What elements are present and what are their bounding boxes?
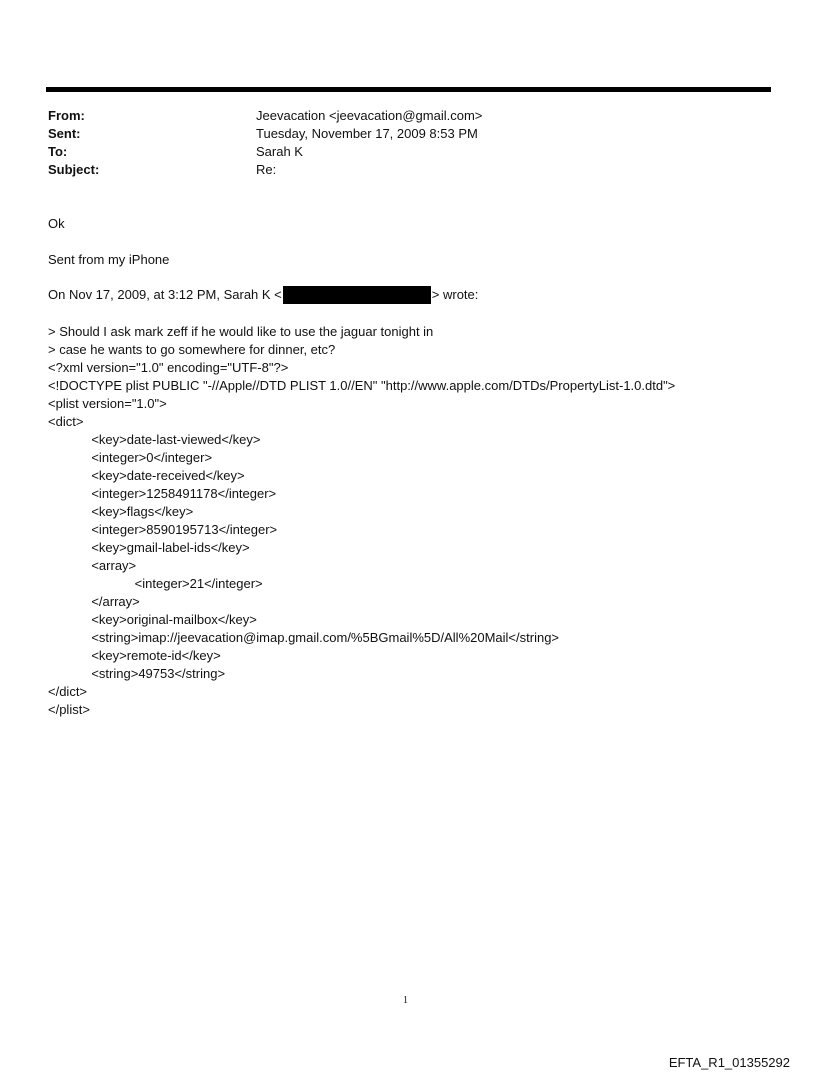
body-line: > Should I ask mark zeff if he would like to use the jaguar tonight in: [48, 324, 434, 339]
body-line: <key>date-received</key>: [48, 468, 245, 483]
body-line: <array>: [48, 558, 137, 573]
from-label: From:: [48, 108, 85, 123]
sent-label: Sent:: [48, 126, 81, 141]
body-line: <key>remote-id</key>: [48, 648, 221, 663]
to-value: Sarah K: [256, 144, 303, 159]
body-line: <integer>0</integer>: [48, 450, 213, 465]
signature-text: Sent from my iPhone: [48, 252, 170, 267]
page-number: 1: [403, 995, 408, 1006]
subject-value: Re:: [256, 162, 277, 177]
body-line: <string>imap://jeevacation@imap.gmail.com/%5BGmail%5D/All%20Mail</string>: [48, 630, 560, 645]
body-line: <integer>8590195713</integer>: [48, 522, 278, 537]
body-line: </plist>: [48, 702, 90, 717]
quote-intro-prefix: On Nov 17, 2009, at 3:12 PM, Sarah K <: [48, 287, 282, 302]
from-value: Jeevacation <jeevacation@gmail.com>: [256, 108, 483, 123]
redaction-bar: [283, 286, 431, 304]
quote-intro: [48, 286, 478, 304]
header-rule: [46, 87, 771, 92]
subject-label: Subject:: [48, 162, 100, 177]
sent-value: Tuesday, November 17, 2009 8:53 PM: [256, 126, 478, 141]
body-line: <string>49753</string>: [48, 666, 226, 681]
body-line: <integer>1258491178</integer>: [48, 486, 277, 501]
body-line: <dict>: [48, 414, 84, 429]
body-line: <key>date-last-viewed</key>: [48, 432, 261, 447]
to-label: To:: [48, 144, 68, 159]
body-line: <!DOCTYPE plist PUBLIC "-//Apple//DTD PLIST 1.0//EN" "http://www.apple.com/DTDs/PropertyList-1.0.dtd">: [48, 378, 676, 393]
body-line: </dict>: [48, 684, 88, 699]
body-line: <integer>21</integer>: [48, 576, 263, 591]
body-line: <key>original-mailbox</key>: [48, 612, 257, 627]
body-line: <plist version="1.0">: [48, 396, 167, 411]
body-line: </array>: [48, 594, 140, 609]
body-line: <key>flags</key>: [48, 504, 194, 519]
reply-text: Ok: [48, 216, 65, 231]
body-line: <?xml version="1.0" encoding="UTF-8"?>: [48, 360, 289, 375]
bates-number: EFTA_R1_01355292: [668, 1055, 790, 1070]
body-line: > case he wants to go somewhere for dinner, etc?: [48, 342, 336, 357]
body-line: <key>gmail-label-ids</key>: [48, 540, 250, 555]
quote-intro-suffix: > wrote:: [431, 287, 479, 302]
